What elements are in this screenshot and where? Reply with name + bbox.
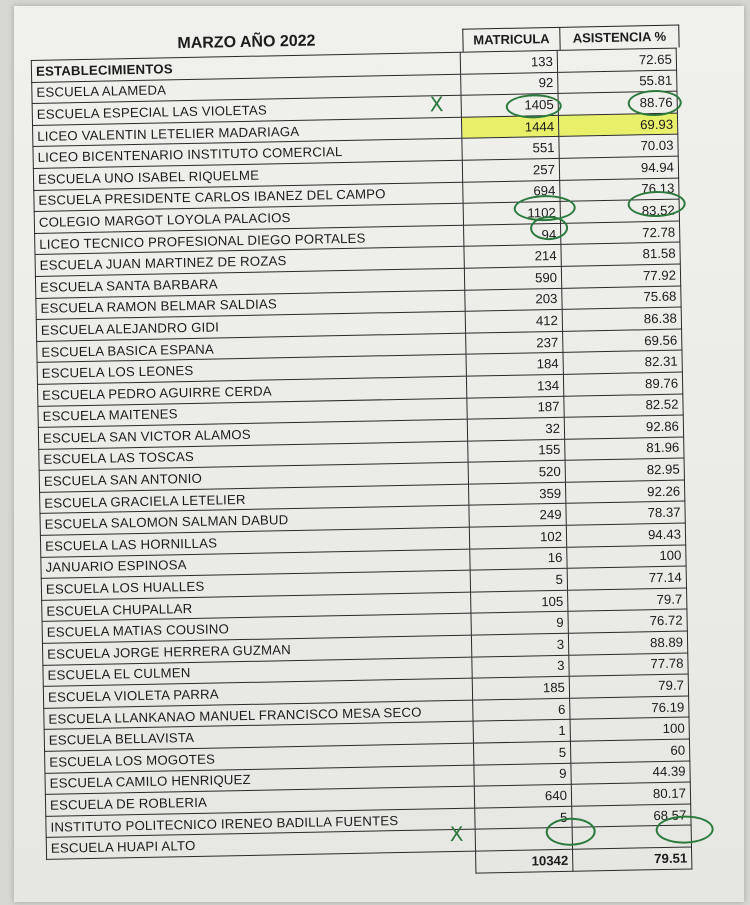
cell-name: JANUARIO ESPINOSA xyxy=(41,549,470,579)
cell-matricula: 214 xyxy=(464,245,561,268)
cell-name: LICEO TECNICO PROFESIONAL DIEGO PORTALES xyxy=(35,225,464,255)
cell-name: ESCUELA BELLAVISTA xyxy=(44,722,473,752)
cell-matricula: 359 xyxy=(468,482,565,505)
cell-name: ESCUELA HUAPI ALTO xyxy=(46,829,475,859)
cell-name: ESCUELA ALEJANDRO GIDI xyxy=(36,311,465,341)
x-mark-icon: X xyxy=(449,821,464,847)
cell-matricula: 412 xyxy=(465,309,562,332)
cell-name: ESCUELA CHUPALLAR xyxy=(42,592,471,622)
cell-matricula: 155 xyxy=(468,439,565,462)
cell-asistencia: 78.37 xyxy=(566,501,685,525)
cell-asistencia: 72.65 xyxy=(557,48,676,72)
paper-sheet xyxy=(14,6,744,902)
cell-asistencia: 86.38 xyxy=(562,307,681,331)
cell-name: ESCUELA LAS TOSCAS xyxy=(39,441,468,471)
cell-matricula: 133 xyxy=(460,50,557,73)
cell-matricula: 184 xyxy=(466,353,563,376)
cell-name: ESCUELA EL CULMEN xyxy=(43,657,472,687)
cell-asistencia: 79.7 xyxy=(569,674,688,698)
cell-matricula: 1 xyxy=(473,720,570,743)
cell-asistencia: 88.76 xyxy=(558,91,677,115)
cell-name: ESCUELA CAMILO HENRIQUEZ xyxy=(45,765,474,795)
page-title: MARZO AÑO 2022 xyxy=(177,32,316,53)
cell-name: ESCUELA SAN VICTOR ALAMOS xyxy=(38,419,467,449)
cell-matricula: 3 xyxy=(471,633,568,656)
cell-matricula: 16 xyxy=(470,547,567,570)
cell-asistencia: 92.86 xyxy=(564,415,683,439)
cell-matricula: 640 xyxy=(474,784,571,807)
cell-name: ESCUELA BASICA ESPANA xyxy=(37,333,466,363)
cell-matricula: 187 xyxy=(467,396,564,419)
cell-matricula: 6 xyxy=(473,698,570,721)
cell-matricula: 185 xyxy=(472,676,569,699)
cell-name: ESCUELA JORGE HERRERA GUZMAN xyxy=(42,635,471,665)
cell-matricula: 551 xyxy=(462,137,559,160)
cell-asistencia: 94.94 xyxy=(559,156,678,180)
cell-asistencia: 69.56 xyxy=(563,329,682,353)
cell-asistencia: 76.19 xyxy=(570,696,689,720)
column-header-asistencia: ASISTENCIA % xyxy=(560,25,679,50)
cell-asistencia: 72.78 xyxy=(560,221,679,245)
cell-name: ESCUELA LOS HUALLES xyxy=(41,570,470,600)
x-mark-icon: X xyxy=(429,92,444,117)
cell-name: ESCUELA LOS MOGOTES xyxy=(45,743,474,773)
cell-asistencia: 44.39 xyxy=(571,761,690,785)
cell-name: COLEGIO MARGOT LOYOLA PALACIOS xyxy=(34,203,463,233)
cell-matricula: 3 xyxy=(472,655,569,678)
cell-asistencia xyxy=(572,825,691,849)
cell-name: ESCUELA MATIAS COUSINO xyxy=(42,614,471,644)
cell-asistencia: 82.31 xyxy=(563,350,682,374)
cell-matricula: 32 xyxy=(467,417,564,440)
cell-matricula: 134 xyxy=(466,374,563,397)
cell-matricula: 237 xyxy=(466,331,563,354)
cell-asistencia: 100 xyxy=(567,545,686,569)
cell-asistencia: 60 xyxy=(570,739,689,763)
cell-asistencia: 80.17 xyxy=(571,782,690,806)
cell-name: ESCUELA RAMON BELMAR SALDIAS xyxy=(36,290,465,320)
cell-asistencia: 82.52 xyxy=(564,394,683,418)
cell-asistencia: 76.72 xyxy=(568,609,687,633)
cell-name: ESCUELA JUAN MARTINEZ DE ROZAS xyxy=(35,247,464,277)
column-header-matricula: MATRICULA xyxy=(462,27,560,52)
cell-asistencia: 94.43 xyxy=(566,523,685,547)
cell-name: ESCUELA ALAMEDA xyxy=(32,74,461,104)
cell-matricula: 257 xyxy=(462,158,559,181)
cell-asistencia: 55.81 xyxy=(558,70,677,94)
cell-matricula: 1444 xyxy=(461,115,558,138)
cell-asistencia: 70.03 xyxy=(559,134,678,158)
cell-name: ESCUELA SALOMON SALMAN DABUD xyxy=(40,506,469,536)
cell-asistencia: 100 xyxy=(570,717,689,741)
cell-name: ESCUELA SAN ANTONIO xyxy=(39,462,468,492)
attendance-table xyxy=(31,48,693,882)
cell-asistencia: 77.14 xyxy=(567,566,686,590)
cell-name: ESCUELA PRESIDENTE CARLOS IBANEZ DEL CAMPO xyxy=(34,182,463,212)
cell-name: ESCUELA LLANKANAO MANUEL FRANCISCO MESA SECO xyxy=(44,700,473,730)
cell-matricula: 5 xyxy=(473,741,570,764)
cell-name: ESCUELA LOS LEONES xyxy=(37,355,466,385)
cell-name: ESCUELA PEDRO AGUIRRE CERDA xyxy=(37,376,466,406)
cell-name: INSTITUTO POLITECNICO IRENEO BADILLA FUENTES xyxy=(46,808,475,838)
cell-matricula: 94 xyxy=(464,223,561,246)
cell-asistencia: 77.92 xyxy=(561,264,680,288)
cell-asistencia: 79.7 xyxy=(568,588,687,612)
cell-name: ESCUELA GRACIELA LETELIER xyxy=(40,484,469,514)
cell-asistencia: 88.89 xyxy=(568,631,687,655)
cell-name: ESCUELA UNO ISABEL RIQUELME xyxy=(33,160,462,190)
cell-matricula xyxy=(475,828,572,851)
cell-matricula: 102 xyxy=(469,525,566,548)
cell-asistencia: 69.93 xyxy=(558,113,677,137)
cell-name: ESCUELA VIOLETA PARRA xyxy=(43,678,472,708)
cell-name: ESCUELA DE ROBLERIA xyxy=(45,786,474,816)
cell-asistencia: 89.76 xyxy=(563,372,682,396)
cell-asistencia: 83.52 xyxy=(560,199,679,223)
cell-matricula: 590 xyxy=(464,266,561,289)
cell-asistencia: 81.58 xyxy=(561,242,680,266)
cell-matricula: 9 xyxy=(474,763,571,786)
attendance-table-sheet xyxy=(30,7,734,882)
cell-name: ESCUELA ESPECIAL LAS VIOLETAS xyxy=(32,95,461,125)
cell-asistencia: 82.95 xyxy=(565,458,684,482)
cell-matricula: 249 xyxy=(469,504,566,527)
cell-name: ESCUELA LAS HORNILLAS xyxy=(40,527,469,557)
cell-asistencia: 68.57 xyxy=(572,804,691,828)
cell-asistencia: 76.13 xyxy=(560,178,679,202)
cell-asistencia: 81.96 xyxy=(565,437,684,461)
cell-matricula: 1102 xyxy=(463,202,560,225)
cell-matricula: 105 xyxy=(471,590,568,613)
cell-matricula: 694 xyxy=(463,180,560,203)
cell-matricula: 203 xyxy=(465,288,562,311)
cell-matricula: 9 xyxy=(471,612,568,635)
total-matricula: 10342 xyxy=(476,849,573,872)
cell-matricula: 520 xyxy=(468,461,565,484)
cell-matricula: 5 xyxy=(475,806,572,829)
cell-asistencia: 92.26 xyxy=(565,480,684,504)
cell-name: ESTABLECIMIENTOS xyxy=(31,52,460,82)
total-asistencia: 79.51 xyxy=(573,847,692,871)
cell-matricula: 1405 xyxy=(461,94,558,117)
cell-matricula: 5 xyxy=(470,569,567,592)
cell-name: LICEO BICENTENARIO INSTITUTO COMERCIAL xyxy=(33,139,462,169)
cell-matricula: 92 xyxy=(461,72,558,95)
cell-asistencia: 77.78 xyxy=(569,653,688,677)
cell-asistencia: 75.68 xyxy=(562,286,681,310)
cell-name: ESCUELA SANTA BARBARA xyxy=(35,268,464,298)
cell-name: LICEO VALENTIN LETELIER MADARIAGA xyxy=(33,117,462,147)
cell-name: ESCUELA MAITENES xyxy=(38,398,467,428)
